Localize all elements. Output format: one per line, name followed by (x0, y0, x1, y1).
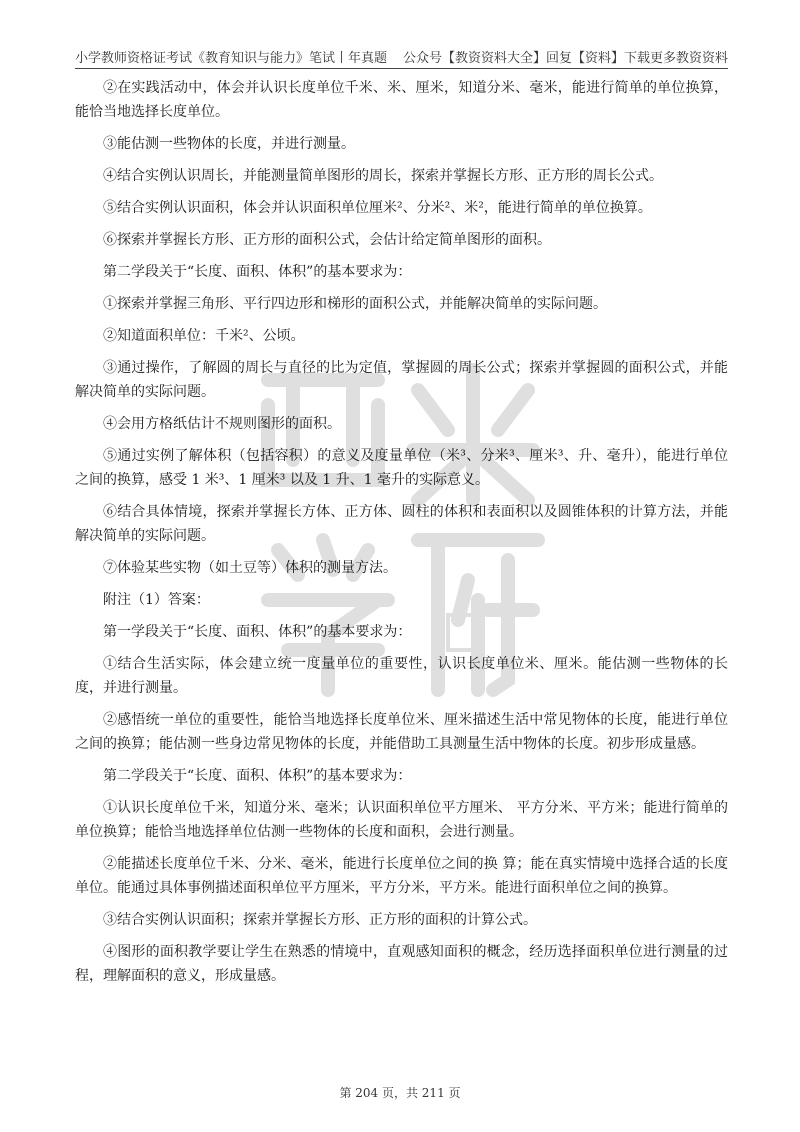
paragraph: ①探索并掌握三角形、平行四边形和梯形的面积公式，并能解决简单的实际问题。 (103, 296, 607, 312)
paragraph: ⑦体验某些实物（如土豆等）体积的测量方法。 (103, 560, 397, 576)
paragraph: 第二学段关于“长度、面积、体积”的基本要求为： (103, 768, 412, 784)
paragraph: ②在实践活动中，体会并认识长度单位千米、米、厘米，知道分米、毫米，能进行简单的单位换算，能恰当地选择长度单位。 (75, 80, 728, 120)
paragraph: ③结合实例认识面积；探索并掌握长方形、正方形的面积的计算公式。 (103, 912, 537, 928)
paragraph: ②能描述长度单位千米、分米、毫米，能进行长度单位之间的换 算；能在真实情境中选择合适的长度单位。能通过具体事例描述面积单位平方厘米，平方分米，平方米。能进行面积单位之间的换算。 (75, 856, 728, 896)
paragraph: ①结合生活实际，体会建立统一度量单位的重要性，认识长度单位米、厘米。能估测一些物体的长度，并进行测量。 (75, 656, 728, 696)
paragraph: ④图形的面积教学要让学生在熟悉的情境中，直观感知面积的概念，经历选择面积单位进行测量的过程，理解面积的意义，形成量感。 (75, 944, 728, 984)
paragraph: ④会用方格纸估计不规则图形的面积。 (103, 416, 341, 432)
header-left-title: 小学教师资格证考试《教育知识与能力》笔试丨年真题 (75, 51, 388, 66)
paragraph: ⑤结合实例认识面积，体会并认识面积单位厘米²、分米²、米²，能进行简单的单位换算。 (103, 200, 652, 216)
paragraph: 第一学段关于“长度、面积、体积”的基本要求为： (103, 624, 412, 640)
paragraph: ⑥探索并掌握长方形、正方形的面积公式，会估计给定简单图形的面积。 (103, 232, 551, 248)
page-number-footer: 第 204 页，共 211 页 (339, 1086, 461, 1100)
paragraph: ③通过操作，了解圆的周长与直径的比为定值，掌握圆的周长公式；探索并掌握圆的面积公式，并能解决简单的实际问题。 (75, 360, 728, 400)
header-right-note: 公众号【教资资料大全】回复【资料】下载更多教资资料 (402, 51, 728, 66)
paragraph: ②感悟统一单位的重要性，能恰当地选择长度单位米、厘米描述生活中常见物体的长度，能进行单位之间的换算；能估测一些身边常见物体的长度，并能借助工具测量生活中物体的长度。初步形成量感。 (75, 712, 728, 752)
paragraph: ⑥结合具体情境，探索并掌握长方体、正方体、圆柱的体积和表面积以及圆锥体积的计算方法，并能解决简单的实际问题。 (75, 504, 728, 544)
page-header (75, 44, 728, 69)
paragraph: 第二学段关于“长度、面积、体积”的基本要求为： (103, 264, 412, 280)
paragraph: ⑤通过实例了解体积（包括容积）的意义及度量单位（米³、分米³、厘米³、升、毫升），能进行单位之间的换算，感受 1 米³、1 厘米³ 以及 1 升、1 毫升的实际意义。 (75, 448, 728, 488)
paragraph: ④结合实例认识周长，并能测量简单图形的周长，探索并掌握长方形、正方形的周长公式。 (103, 168, 663, 184)
document-body (75, 76, 728, 996)
answer-note-heading: 附注（1）答案： (103, 592, 210, 608)
paragraph: ③能估测一些物体的长度，并进行测量。 (103, 136, 355, 152)
paragraph: ①认识长度单位千米，知道分米、毫米；认识面积单位平方厘米、 平方分米、平方米；能进行简单的单位换算；能恰当地选择单位估测一些物体的长度和面积，会进行测量。 (75, 800, 728, 840)
paragraph: ②知道面积单位：千米²、公顷。 (103, 328, 305, 344)
